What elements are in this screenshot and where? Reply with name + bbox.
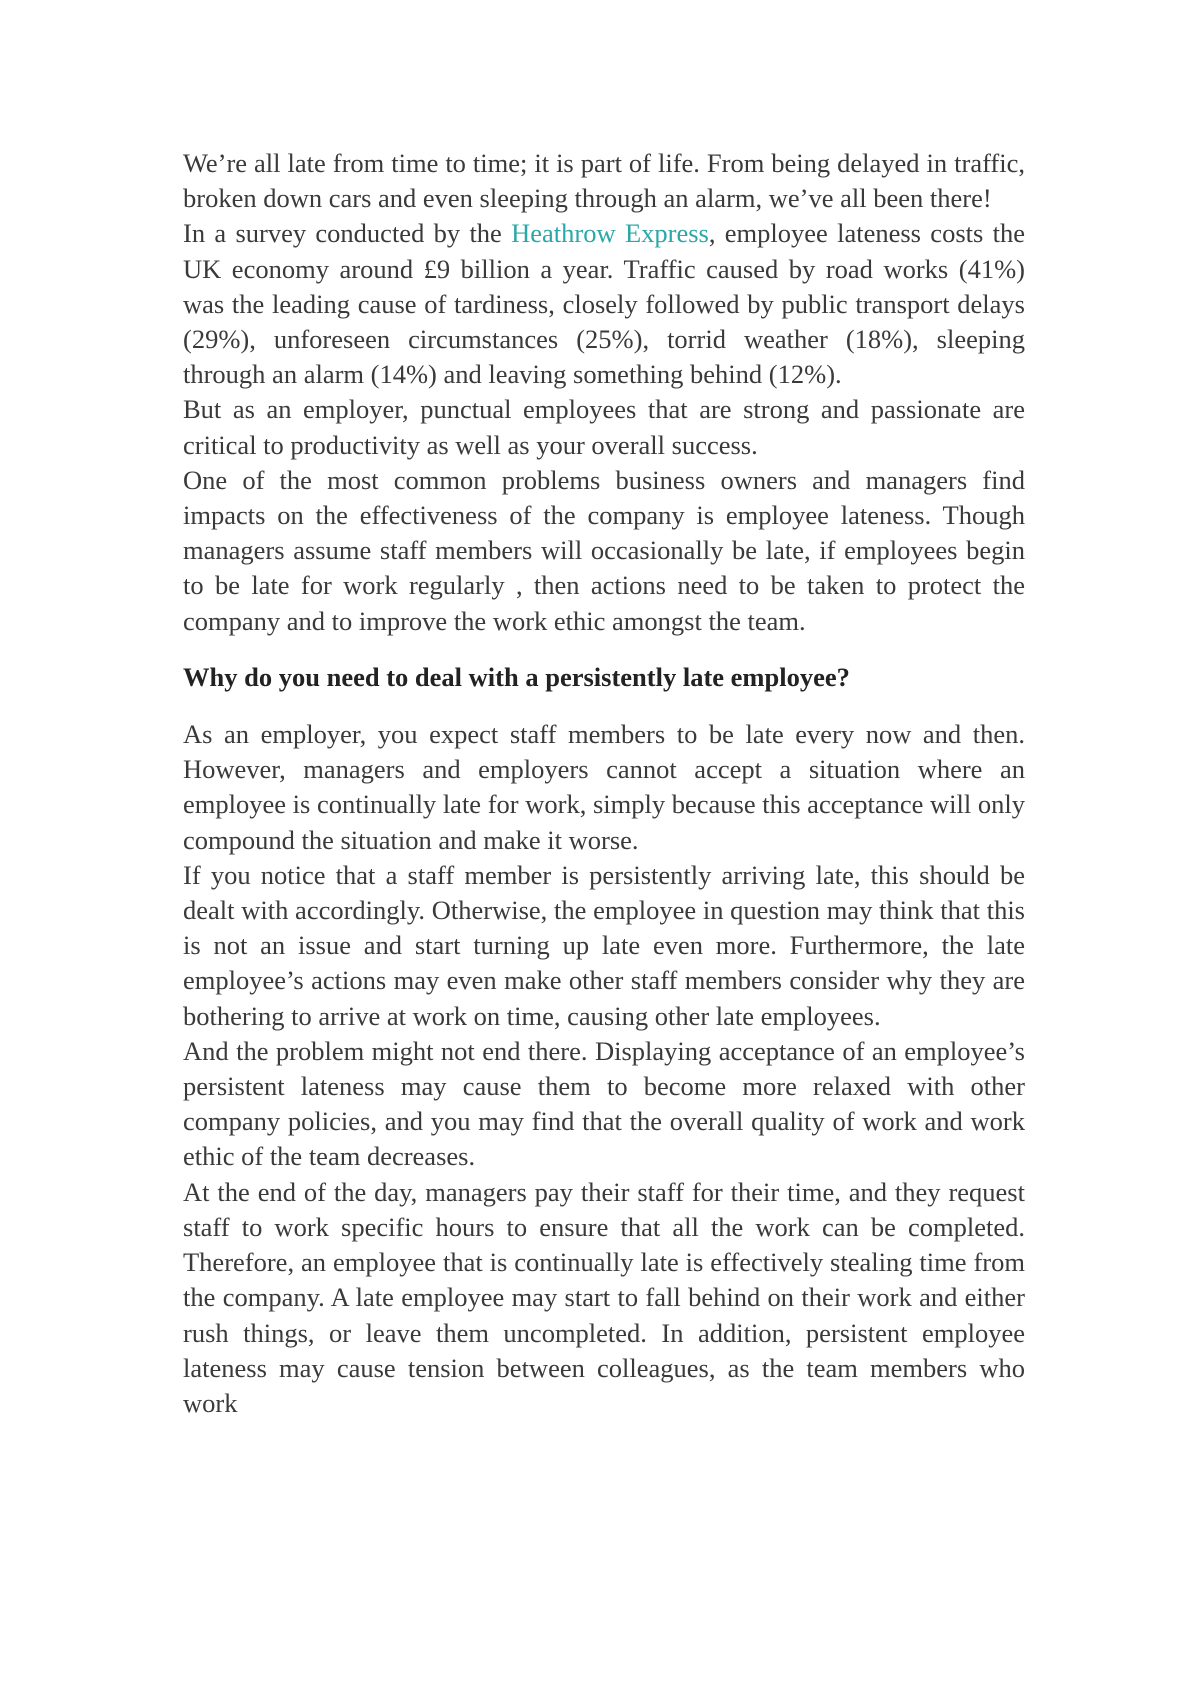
survey-text-after: , employee lateness costs the UK economy around £9 billion a year. Traffic caused by road works (41%) was the leading cause of tardiness, closely followed by public transport delays (29%), unforeseen circumstances (25%), torrid weather (18%), sleeping through an alarm (14%) and leaving something behind (12%). bbox=[183, 218, 1025, 390]
document-page bbox=[183, 146, 1025, 1421]
paragraph-problem: And the problem might not end there. Displaying acceptance of an employee’s persistent lateness may cause them to become more relaxed with other company policies, and you may find that the overall quality of work and work ethic of the team decreases. bbox=[183, 1035, 1025, 1172]
paragraph-end-of-day: At the end of the day, managers pay their staff for their time, and they request staff to work specific hours to ensure that all the work can be completed. Therefore, an employee that is continually late is effectively stealing time from the company. A late employee may start to fall behind on their work and either rush things, or leave them uncompleted. In addition, persistent employee lateness may cause tension between colleagues, as the team members who work bbox=[183, 1176, 1025, 1418]
paragraph-common-problems: One of the most common problems business owners and managers find impacts on the effectiveness of the company is employee lateness. Though managers assume staff members will occasionally be late, if employees begin to be late for work regularly , then actions need to be taken to protect the company and to improve the work ethic amongst the team. bbox=[183, 464, 1025, 636]
paragraph-notice: If you notice that a staff member is persistently arriving late, this should be dealt with accordingly. Otherwise, the employee in question may think that this is not an issue and start turning up late even more. Furthermore, the late employee’s actions may even make other staff members consider why they are bothering to arrive at work on time, causing other late employees. bbox=[183, 859, 1025, 1031]
section-heading: Why do you need to deal with a persistently late employee? bbox=[183, 661, 850, 692]
heathrow-express-link[interactable]: Heathrow Express bbox=[511, 218, 709, 249]
survey-text-before: In a survey conducted by the bbox=[183, 218, 512, 249]
paragraph-employer: But as an employer, punctual employees that are strong and passionate are critical to productivity as well as your overall success. bbox=[183, 394, 1025, 460]
paragraph-expectation: As an employer, you expect staff members to be late every now and then. However, managers and employers cannot accept a situation where an employee is continually late for work, simply because this acceptance will only compound the situation and make it worse. bbox=[183, 719, 1025, 855]
paragraph-intro: We’re all late from time to time; it is part of life. From being delayed in traffic, broken down cars and even sleeping through an alarm, we’ve all been there! bbox=[183, 148, 1025, 214]
paragraph-survey bbox=[183, 216, 1025, 392]
